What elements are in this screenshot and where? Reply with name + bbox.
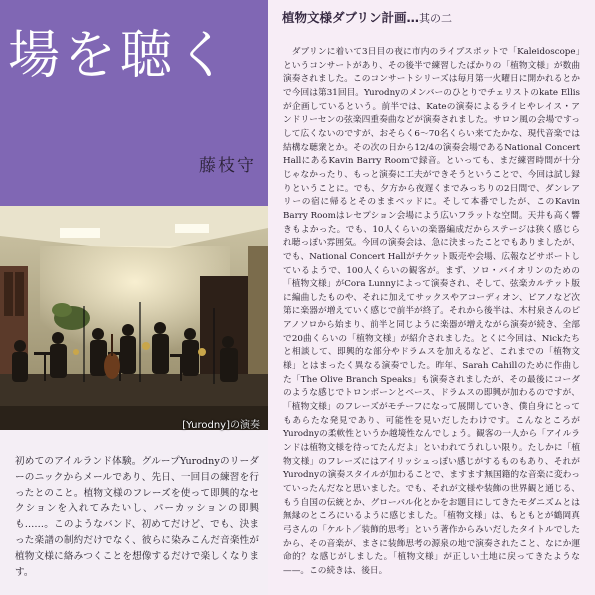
concert-photo <box>0 206 268 430</box>
article-title: 植物文様ダブリン計画… <box>282 10 420 25</box>
left-column <box>0 0 268 595</box>
title-band <box>0 0 268 206</box>
photo-caption: [Yurodny]の演奏 <box>182 420 260 431</box>
article-body: ダブリンに着いて3日目の夜に市内のライブスポットで「Kaleidoscope」というコンサートがあり、その後半で練習したばかりの「植物文様」が数曲演奏されました。このコンサートシリーズは毎月第一火曜日に開かれるとかで今回は第31回目。Yurodnyのメンバーのひとりでチェリストのkate Ellisが企画しているという。前半では、Kateの演奏によるライヒやレイス・アンドリーセンの弦楽四重奏曲などが演奏されました。サロン風の会場ですっして広くないのですが、おそらく6〜70名くらい来てたかな、現代音楽では結構な聴衆とか。その次の日から12/4の演奏会場であるNational Concert HallにあるKavin Barry Roomで録音。といっても、まだ練習時間が十分じゃなかったり、もっと演奏に工夫ができそうということで、今回は試し録りということに。でも、夕方から夜遅くまでみっちりの2日間で、ダンレアリーの宿に帰るとそのままベッドに。そして本番でしたが、このKavin Barry Roomはレセプション会場によう広いフラットな空間。天井も高く響きもよかった。でも、10人くらいの楽器編成だからステージは狭く感じられ聴っぽい雰囲気。今回の演奏会は、急に決まったことでもありましたが、でも、National Concert Hallがチケット販売や会場、広報などサポートしているようで、100人くらいの観客が。まず、ソロ・バイオリンのための「植物文様」がCora Lunnyによって演奏され、そして、弦楽カルテット版に編曲したものや、それに加えてサックスやアコーディオン、ピアノなど次第に楽器が増えていく感じで前半が終了。それから後半は、木村泉さんのピアノソロから始まり、前半と同じように楽器が増えながら演奏が続き、全部で20曲くらいの「植物文様」が紹介されました。とくに今回は、Nickたちと相談して、即興的な部分やドラムスを加えるなど、これまでの「植物文様」とはまったく異なる演奏でした。昨年、Sarah Cahillのために作曲した「The Olive Branch Speaks」も演奏されましたが、その最後にコーダのような感じでトロンボーンとベース、ドラムスの即興が加わるのですが、「植物文様」のフレーズがモチーフになって展開していき、僕自身にとってもあらたな発見であり、可能性を見いだしたわけです。こんなところがYurodnyの柔軟性というか越境性なんでしょう。観客の一人から「アイルランドは植物文様を待ってたんだよ」といわれてうれしい限り。たしかに「植物文様」のフレーズにはアイリッシュっぽい感じがするものもあり、それがYurodnyの演奏スタイルが加わることで、ますます無国籍的な音楽に変わっていったんだなと思いました。でも、それが文様や装飾の世界観と通じる、もう自国の伝統とか、グローバル化とかをお題目にしてきたモダニズムとは無縁のところにいるように感じました。「植物文様」は、もともとが鶴岡真弓さんの「ケルト／装飾的思考」という著作からみいだしたタイトルでしたから、その音楽が、まさに装飾思考の源泉の地で演奏されたこと、なにか運命的？な感じがしました。「植物文様」が正しい土地に戻ってきたような——。この続きは、後日。 <box>283 47 580 576</box>
author-name: 藤枝守 <box>199 156 256 176</box>
page-title: 場を聴く <box>8 26 233 86</box>
article-part: 其の二 <box>419 12 453 25</box>
article-header <box>268 8 595 28</box>
intro-text: 初めてのアイルランド体験。グループYurodnyのリーダーのニックからメールであり、先日、一回目の練習を行ったとのこと。植物文様のフレーズを使って即興的なセクションを入れてみたいし、パーカッションの即興も……。このようなバンド、初めてだけど、でも、決まった楽譜の制約だけでなく、彼らに染みこんだ音楽性が植物文様に絡みつくことを想像するだけで楽しくなります。 <box>15 456 259 578</box>
